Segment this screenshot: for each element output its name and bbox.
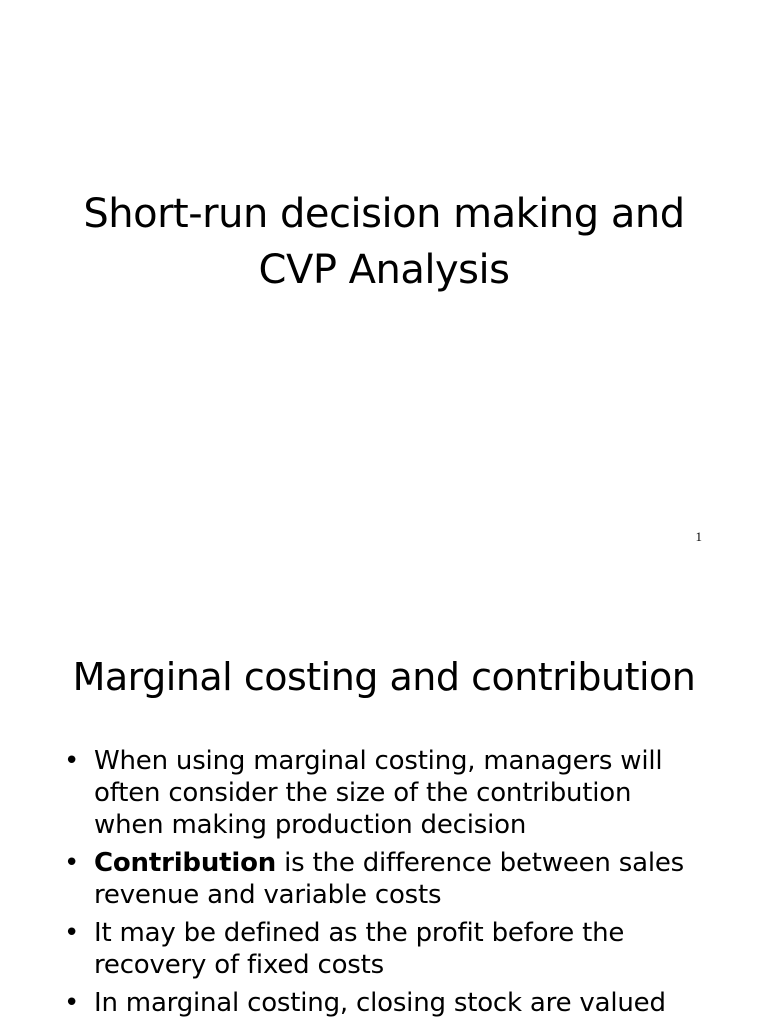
bullet-dot: • bbox=[64, 988, 80, 1018]
bullet-1-line-1: When using marginal costing, managers will bbox=[94, 746, 663, 776]
bullet-1-line-3: when making production decision bbox=[94, 810, 527, 840]
bullet-dot: • bbox=[64, 918, 80, 948]
bullet-2-bold-term: Contribution bbox=[94, 848, 277, 878]
slide-1-title-line-1: Short-run decision making and bbox=[83, 191, 685, 237]
bullet-4-line-1: In marginal costing, closing stock are valued bbox=[94, 988, 666, 1018]
bullet-item-4 bbox=[62, 987, 722, 1019]
bullet-item-2 bbox=[62, 847, 722, 911]
bullet-list bbox=[62, 745, 722, 1025]
slide-2 bbox=[0, 572, 768, 1024]
bullet-3-line-1: It may be defined as the profit before the bbox=[94, 918, 625, 948]
bullet-item-3 bbox=[62, 917, 722, 981]
bullet-dot: • bbox=[64, 746, 80, 776]
bullet-2-line-2: revenue and variable costs bbox=[94, 880, 442, 910]
bullet-item-1 bbox=[62, 745, 722, 841]
bullet-2-line-1-text: is the difference between sales bbox=[276, 848, 685, 878]
slide-1-title-line-2: CVP Analysis bbox=[258, 247, 510, 293]
bullet-2-line-1 bbox=[94, 847, 722, 879]
page-number: 1 bbox=[695, 529, 702, 544]
bullet-dot: • bbox=[64, 848, 80, 878]
slide-1-title bbox=[0, 186, 768, 298]
slide-2-title: Marginal costing and contribution bbox=[72, 655, 696, 699]
bullet-1-line-2: often consider the size of the contribution bbox=[94, 778, 632, 808]
bullet-3-line-2: recovery of fixed costs bbox=[94, 950, 384, 980]
